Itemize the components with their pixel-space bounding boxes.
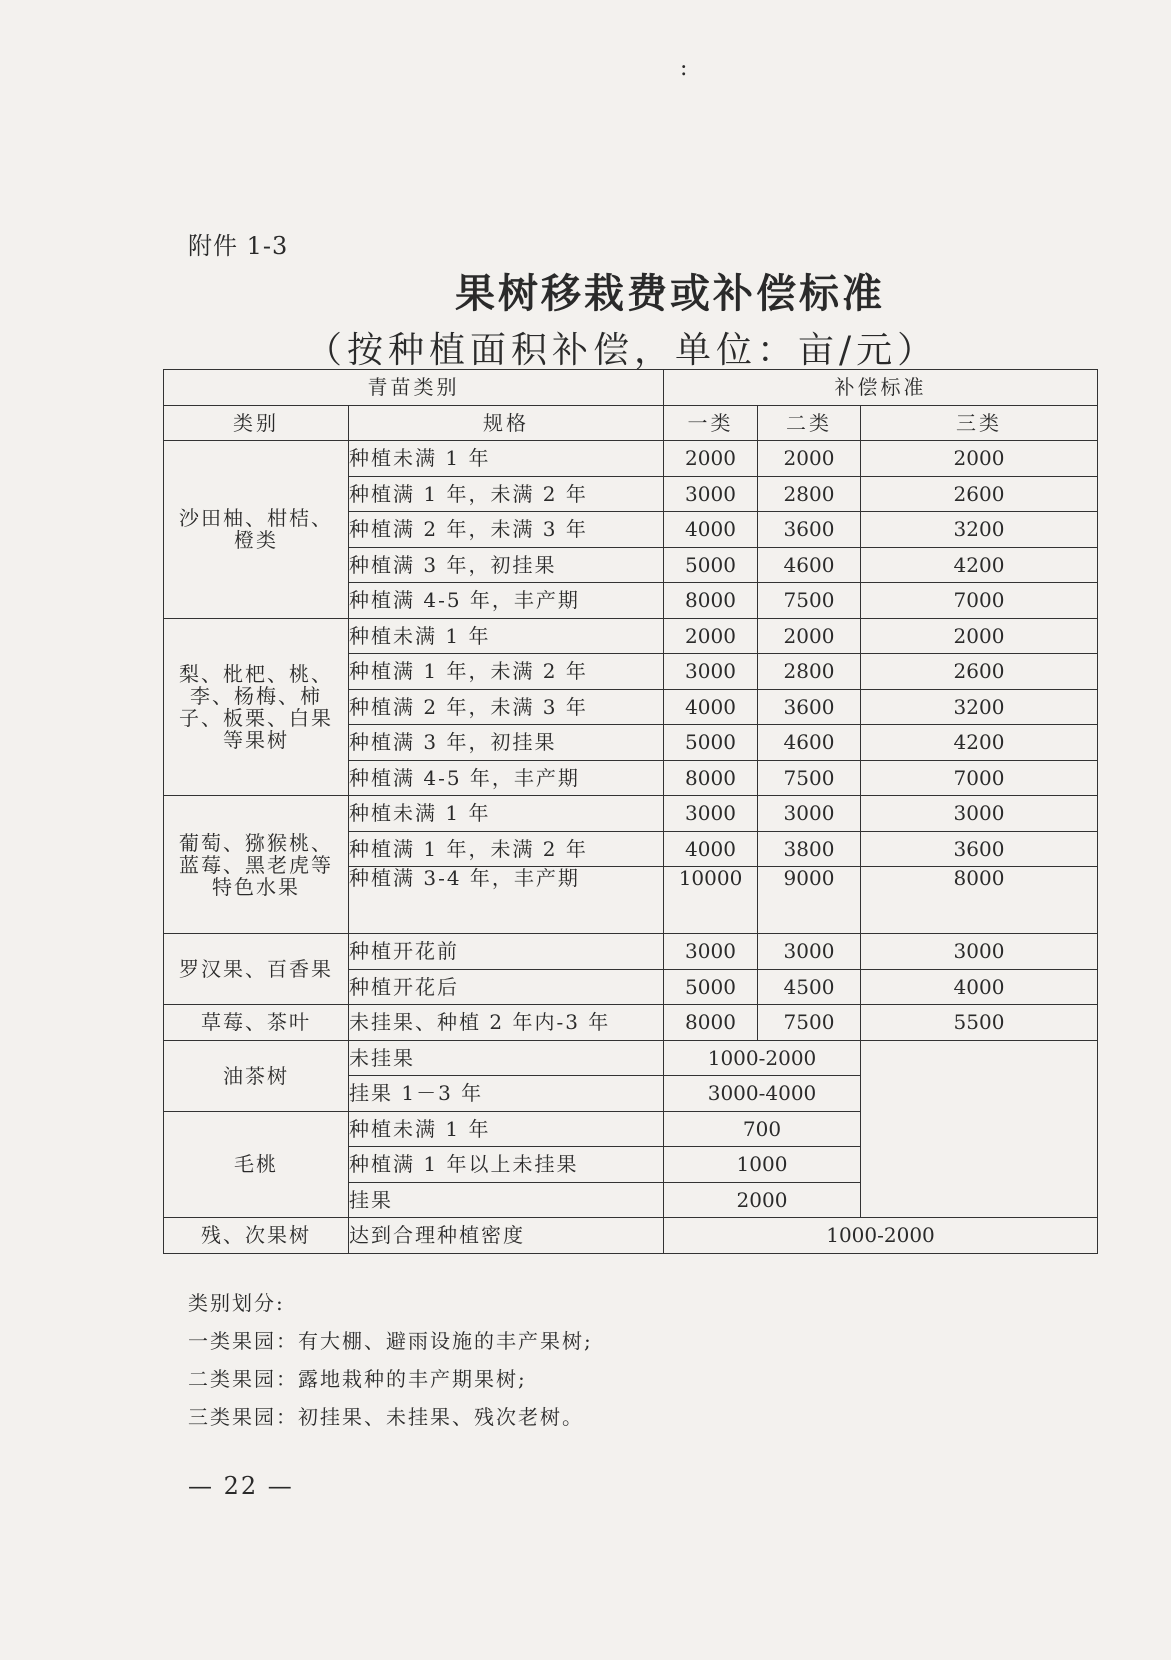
notes-item: 三类果园：初挂果、未挂果、残次老树。 bbox=[188, 1405, 584, 1429]
table-row bbox=[164, 441, 1098, 477]
table-column-header-row bbox=[164, 405, 1098, 441]
value-merged: 1000 bbox=[664, 1147, 861, 1183]
value-class3: 3200 bbox=[861, 512, 1098, 548]
value-class2: 3000 bbox=[758, 796, 861, 832]
spec-cell: 达到合理种植密度 bbox=[349, 1218, 664, 1254]
table-row bbox=[164, 1218, 1098, 1254]
value-class3: 3200 bbox=[861, 689, 1098, 725]
value-class1: 3000 bbox=[664, 934, 758, 970]
spec-cell: 挂果 1－3 年 bbox=[349, 1076, 664, 1112]
spec-cell: 种植开花前 bbox=[349, 934, 664, 970]
spec-cell: 种植未满 1 年 bbox=[349, 618, 664, 654]
value-merged: 1000-2000 bbox=[664, 1218, 1098, 1254]
category-cell: 梨、枇杷、桃、李、杨梅、柿子、板栗、白果等果树 bbox=[164, 618, 349, 796]
value-class2: 9000 bbox=[758, 867, 861, 934]
table-row bbox=[164, 618, 1098, 654]
value-class1: 4000 bbox=[664, 512, 758, 548]
category-cell: 残、次果树 bbox=[164, 1218, 349, 1254]
value-class3: 7000 bbox=[861, 760, 1098, 796]
value-class3: 5500 bbox=[861, 1005, 1098, 1041]
value-class2: 2000 bbox=[758, 618, 861, 654]
header-spec: 规格 bbox=[349, 405, 664, 441]
value-merged: 700 bbox=[664, 1111, 861, 1147]
header-seedling-category: 青苗类别 bbox=[164, 370, 664, 406]
table-group-header-row bbox=[164, 370, 1098, 406]
spec-cell: 种植满 3 年，初挂果 bbox=[349, 547, 664, 583]
value-class3: 4200 bbox=[861, 547, 1098, 583]
value-class3: 2000 bbox=[861, 618, 1098, 654]
page-number: — 22 — bbox=[188, 1472, 294, 1500]
empty-cell bbox=[861, 1040, 1098, 1218]
value-class1: 3000 bbox=[664, 796, 758, 832]
spec-cell: 种植满 4-5 年，丰产期 bbox=[349, 760, 664, 796]
spec-cell: 种植满 2 年，未满 3 年 bbox=[349, 689, 664, 725]
category-cell: 沙田柚、柑桔、橙类 bbox=[164, 441, 349, 619]
value-class3: 7000 bbox=[861, 583, 1098, 619]
value-class2: 7500 bbox=[758, 760, 861, 796]
notes-heading: 类别划分: bbox=[188, 1291, 285, 1315]
value-class2: 3800 bbox=[758, 831, 861, 867]
value-class1: 8000 bbox=[664, 760, 758, 796]
value-class1: 2000 bbox=[664, 441, 758, 477]
value-class2: 3600 bbox=[758, 512, 861, 548]
category-cell: 葡萄、猕猴桃、蓝莓、黑老虎等特色水果 bbox=[164, 796, 349, 934]
header-class1: 一类 bbox=[664, 405, 758, 441]
table-row bbox=[164, 1040, 1098, 1076]
header-class2: 二类 bbox=[758, 405, 861, 441]
value-class2: 4500 bbox=[758, 969, 861, 1005]
category-cell: 油茶树 bbox=[164, 1040, 349, 1111]
value-merged: 3000-4000 bbox=[664, 1076, 861, 1112]
header-category: 类别 bbox=[164, 405, 349, 441]
value-class1: 5000 bbox=[664, 725, 758, 761]
value-class3: 2000 bbox=[861, 441, 1098, 477]
value-class3: 2600 bbox=[861, 476, 1098, 512]
value-class2: 2000 bbox=[758, 441, 861, 477]
category-cell: 毛桃 bbox=[164, 1111, 349, 1218]
value-class3: 4000 bbox=[861, 969, 1098, 1005]
table-row bbox=[164, 796, 1098, 832]
value-class1: 2000 bbox=[664, 618, 758, 654]
spec-cell: 种植未满 1 年 bbox=[349, 441, 664, 477]
spec-cell: 种植满 3 年，初挂果 bbox=[349, 725, 664, 761]
value-class3: 2600 bbox=[861, 654, 1098, 690]
value-class3: 3000 bbox=[861, 796, 1098, 832]
category-cell: 罗汉果、百香果 bbox=[164, 934, 349, 1005]
value-class1: 4000 bbox=[664, 689, 758, 725]
value-class2: 7500 bbox=[758, 583, 861, 619]
page-subtitle: （按种植面积补偿，单位：亩/元） bbox=[306, 330, 939, 371]
spec-cell: 种植满 3-4 年，丰产期 bbox=[349, 867, 664, 934]
value-class1: 5000 bbox=[664, 969, 758, 1005]
table-row bbox=[164, 934, 1098, 970]
spec-cell: 种植未满 1 年 bbox=[349, 796, 664, 832]
value-class3: 8000 bbox=[861, 867, 1098, 934]
spec-cell: 种植满 4-5 年，丰产期 bbox=[349, 583, 664, 619]
value-class1: 5000 bbox=[664, 547, 758, 583]
table-row bbox=[164, 1005, 1098, 1041]
value-class2: 7500 bbox=[758, 1005, 861, 1041]
value-class2: 4600 bbox=[758, 547, 861, 583]
value-class2: 2800 bbox=[758, 654, 861, 690]
value-class3: 3600 bbox=[861, 831, 1098, 867]
spec-cell: 未挂果、种植 2 年内-3 年 bbox=[349, 1005, 664, 1041]
value-merged: 2000 bbox=[664, 1182, 861, 1218]
spec-cell: 种植满 2 年，未满 3 年 bbox=[349, 512, 664, 548]
value-class1: 8000 bbox=[664, 1005, 758, 1041]
value-class2: 4600 bbox=[758, 725, 861, 761]
value-class2: 3600 bbox=[758, 689, 861, 725]
attachment-label: 附件 1-3 bbox=[188, 232, 289, 260]
category-notes bbox=[188, 1284, 593, 1436]
spec-cell: 挂果 bbox=[349, 1182, 664, 1218]
value-merged: 1000-2000 bbox=[664, 1040, 861, 1076]
value-class2: 2800 bbox=[758, 476, 861, 512]
spec-cell: 种植未满 1 年 bbox=[349, 1111, 664, 1147]
header-compensation-standard: 补偿标准 bbox=[664, 370, 1098, 406]
notes-item: 一类果园：有大棚、避雨设施的丰产果树; bbox=[188, 1329, 593, 1353]
spec-cell: 未挂果 bbox=[349, 1040, 664, 1076]
spec-cell: 种植开花后 bbox=[349, 969, 664, 1005]
page-mark: : bbox=[680, 56, 688, 81]
page-title: 果树移栽费或补偿标准 bbox=[455, 270, 885, 317]
value-class1: 10000 bbox=[664, 867, 758, 934]
spec-cell: 种植满 1 年，未满 2 年 bbox=[349, 831, 664, 867]
spec-cell: 种植满 1 年，未满 2 年 bbox=[349, 654, 664, 690]
value-class2: 3000 bbox=[758, 934, 861, 970]
value-class1: 4000 bbox=[664, 831, 758, 867]
value-class1: 3000 bbox=[664, 654, 758, 690]
spec-cell: 种植满 1 年以上未挂果 bbox=[349, 1147, 664, 1183]
value-class1: 8000 bbox=[664, 583, 758, 619]
value-class3: 3000 bbox=[861, 934, 1098, 970]
compensation-table bbox=[163, 369, 1098, 1254]
header-class3: 三类 bbox=[861, 405, 1098, 441]
notes-item: 二类果园：露地栽种的丰产期果树; bbox=[188, 1367, 527, 1391]
value-class3: 4200 bbox=[861, 725, 1098, 761]
value-class1: 3000 bbox=[664, 476, 758, 512]
spec-cell: 种植满 1 年，未满 2 年 bbox=[349, 476, 664, 512]
category-cell: 草莓、茶叶 bbox=[164, 1005, 349, 1041]
